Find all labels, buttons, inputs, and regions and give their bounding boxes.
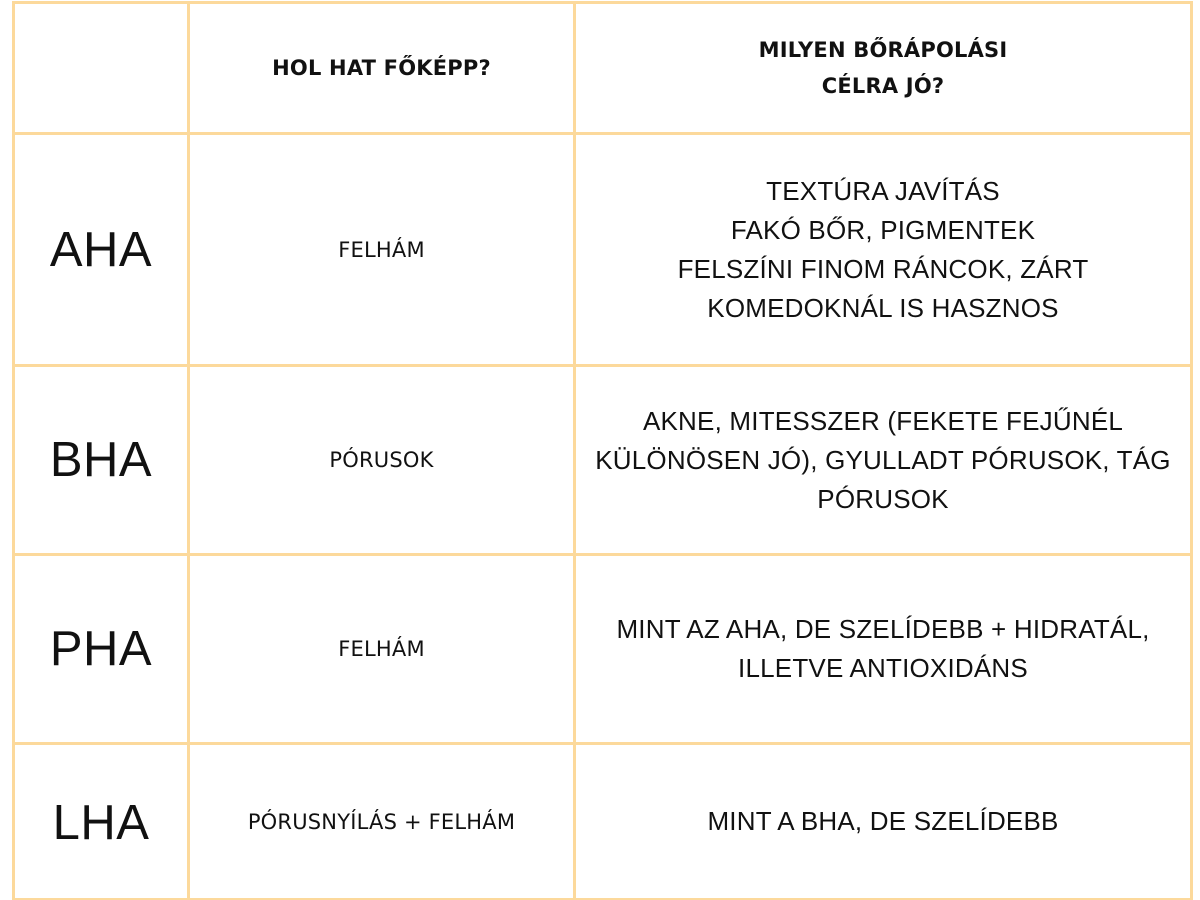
header-empty-cell <box>14 3 189 134</box>
purpose-line: ILLETVE ANTIOXIDÁNS <box>738 653 1028 683</box>
purpose-line: AKNE, MITESSZER (FEKETE FEJŰNÉL <box>642 405 1124 436</box>
acid-name: BHA <box>14 366 189 555</box>
where-it-acts: PÓRUSNYÍLÁS + FELHÁM <box>189 744 575 900</box>
skincare-purpose <box>575 134 1192 366</box>
header-row <box>14 3 1192 134</box>
purpose-line: FAKÓ BŐR, PIGMENTEK <box>730 214 1036 245</box>
where-it-acts: FELHÁM <box>189 555 575 744</box>
acid-name: AHA <box>14 134 189 366</box>
purpose-line: MINT AZ AHA, DE SZELÍDEBB + HIDRATÁL, <box>616 614 1150 644</box>
where-it-acts: FELHÁM <box>189 134 575 366</box>
purpose-line: KÜLÖNÖSEN JÓ), GYULLADT PÓRUSOK, TÁG <box>595 444 1171 475</box>
where-it-acts: PÓRUSOK <box>189 366 575 555</box>
acid-comparison-table <box>12 1 1193 900</box>
table-row-pha <box>14 555 1192 744</box>
skincare-purpose <box>575 366 1192 555</box>
table-row-bha <box>14 366 1192 555</box>
purpose-line: PÓRUSOK <box>817 483 949 514</box>
purpose-line: MINT A BHA, DE SZELÍDEBB <box>707 806 1059 836</box>
skincare-purpose <box>575 555 1192 744</box>
table-row-lha <box>14 744 1192 900</box>
purpose-line: FELSZÍNI FINOM RÁNCOK, ZÁRT <box>677 253 1089 284</box>
acid-name: PHA <box>14 555 189 744</box>
header-skincare-purpose <box>575 3 1192 134</box>
table-row-aha <box>14 134 1192 366</box>
header-where-it-acts <box>189 3 575 134</box>
header-purpose-line-2: CÉLRA JÓ? <box>821 74 945 98</box>
header-where-text: HOL HAT FŐKÉPP? <box>272 56 491 80</box>
purpose-line: KOMEDOKNÁL IS HASZNOS <box>707 292 1059 323</box>
skincare-purpose <box>575 744 1192 900</box>
purpose-line: TEXTÚRA JAVÍTÁS <box>766 175 1000 206</box>
header-purpose-line-1: MILYEN BŐRÁPOLÁSI <box>758 38 1008 62</box>
acid-name: LHA <box>14 744 189 900</box>
